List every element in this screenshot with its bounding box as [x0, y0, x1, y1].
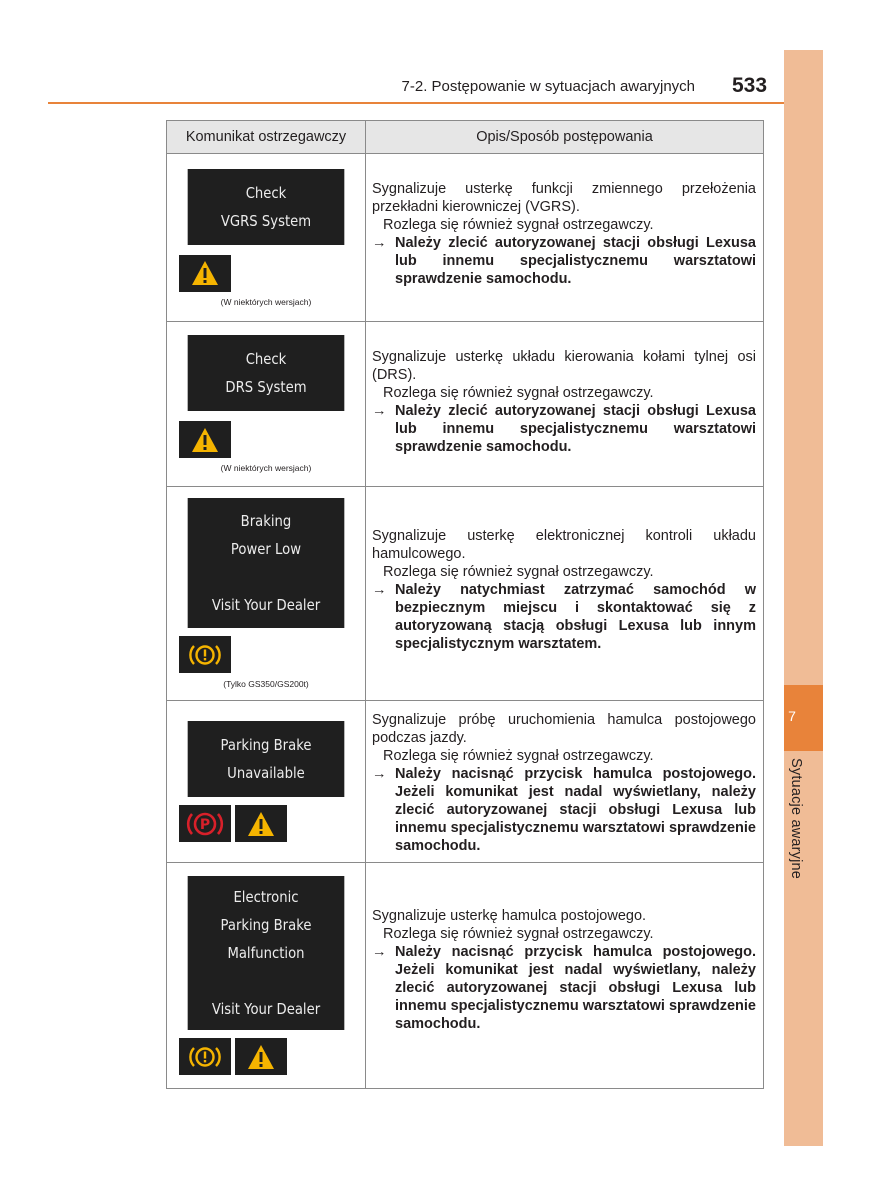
display-screen	[188, 498, 345, 628]
action-text: → Należy nacisnąć przycisk hamulca postojowego. Jeżeli komunikat jest nadal wyświetlany, należy zlecić autoryzowanej stacji obsługi Lexusa lub innemu specjalistycznemu warsztatowi sprawdzenie samochodu.	[372, 766, 756, 854]
arrow-icon: →	[372, 403, 387, 419]
sound-text: Rozlega się również sygnał ostrzegawczy.	[383, 926, 654, 942]
column-header-message: Komunikat ostrzegawczy	[167, 121, 366, 154]
display-line: Electronic	[233, 888, 299, 906]
warning-messages-table	[166, 120, 764, 1089]
description-cell	[366, 322, 764, 487]
table-row	[167, 154, 764, 322]
description-cell	[366, 154, 764, 322]
sound-text: Rozlega się również sygnał ostrzegawczy.	[383, 748, 654, 764]
display-line: Check	[245, 183, 287, 202]
display-screen	[188, 169, 345, 245]
indicator-icons	[179, 636, 365, 673]
display-line: VGRS System	[220, 211, 312, 230]
display-screen	[188, 721, 345, 797]
arrow-icon: →	[372, 235, 387, 251]
action-text: → Należy natychmiast zatrzymać samochód w bezpiecznym miejscu i skontaktować się z autoryzowaną stacją obsługi Lexusa lub innym specjalistycznym warsztatem.	[372, 582, 756, 652]
message-cell	[167, 487, 366, 701]
table-row	[167, 863, 764, 1089]
header-rule	[48, 102, 784, 104]
table-row	[167, 487, 764, 701]
warning-triangle-icon	[179, 255, 231, 292]
arrow-icon: →	[372, 944, 387, 960]
indicator-icons	[179, 421, 365, 458]
section-title: 7-2. Postępowanie w sytuacjach awaryjnych	[401, 78, 695, 95]
warning-triangle-icon	[235, 1038, 287, 1075]
message-cell	[167, 322, 366, 487]
indicator-icons	[179, 1038, 365, 1075]
table-row	[167, 701, 764, 863]
description-text: Sygnalizuje usterkę hamulca postojowego.	[372, 908, 647, 924]
description-text: Sygnalizuje usterkę elektronicznej kontroli układu hamulcowego.	[372, 528, 756, 562]
table-row	[167, 322, 764, 487]
display-line: Visit Your Dealer	[211, 596, 321, 614]
description-text: Sygnalizuje usterkę funkcji zmiennego przełożenia przekładni kierowniczej (VGRS).	[372, 181, 756, 215]
message-cell	[167, 701, 366, 863]
version-note: (W niektórych wersjach)	[220, 296, 312, 307]
display-line: DRS System	[225, 378, 307, 396]
message-cell	[167, 154, 366, 322]
sound-text: Rozlega się również sygnał ostrzegawczy.	[383, 564, 654, 580]
arrow-icon: →	[372, 766, 387, 782]
svg-text:P: P	[199, 816, 211, 833]
action-text: → Należy zlecić autoryzowanej stacji obsługi Lexusa lub innemu specjalistycznemu warsztatowi sprawdzenie samochodu.	[372, 235, 756, 287]
description-cell	[366, 863, 764, 1089]
display-line: Braking	[240, 512, 292, 530]
action-text: → Należy zlecić autoryzowanej stacji obsługi Lexusa lub innemu specjalistycznemu warsztatowi sprawdzenie samochodu.	[372, 403, 756, 455]
description-cell	[366, 487, 764, 701]
version-note: (W niektórych wersjach)	[220, 463, 312, 473]
chapter-number: 7	[788, 708, 796, 724]
chapter-label: Sytuacje awaryjne	[788, 758, 804, 880]
description-cell	[366, 701, 764, 863]
brake-warning-icon	[179, 1038, 231, 1075]
indicator-icons	[179, 255, 365, 292]
page-number: 533	[732, 74, 768, 97]
display-screen	[188, 335, 345, 411]
display-line: Visit Your Dealer	[211, 1000, 321, 1018]
arrow-icon: →	[372, 582, 387, 598]
display-line: Parking Brake	[220, 736, 312, 754]
sound-text: Rozlega się również sygnał ostrzegawczy.	[383, 385, 654, 401]
column-header-description: Opis/Sposób postępowania	[366, 121, 764, 154]
brake-warning-icon	[179, 636, 231, 673]
display-line: Unavailable	[227, 764, 305, 782]
display-screen	[188, 876, 345, 1030]
warning-triangle-icon	[235, 805, 287, 842]
version-note: (Tylko GS350/GS200t)	[223, 679, 309, 689]
sound-text: Rozlega się również sygnał ostrzegawczy.	[383, 217, 654, 233]
description-text: Sygnalizuje próbę uruchomienia hamulca postojowego podczas jazdy.	[372, 712, 756, 746]
message-cell	[167, 863, 366, 1089]
warning-triangle-icon	[179, 421, 231, 458]
display-line: Check	[245, 350, 287, 368]
parking-brake-icon	[179, 805, 231, 842]
indicator-icons	[179, 805, 365, 842]
display-line: Parking Brake	[220, 916, 312, 934]
display-line: Power Low	[230, 540, 302, 558]
table-header-row	[167, 121, 764, 154]
description-text: Sygnalizuje usterkę układu kierowania kołami tylnej osi (DRS).	[372, 349, 756, 383]
action-text: → Należy nacisnąć przycisk hamulca postojowego. Jeżeli komunikat jest nadal wyświetlany, należy zlecić autoryzowanej stacji obsługi Lexusa lub innemu specjalistycznemu warsztatowi sprawdzenie samochodu.	[372, 944, 756, 1032]
chapter-side-tab	[784, 50, 823, 1146]
display-line: Malfunction	[227, 944, 305, 962]
